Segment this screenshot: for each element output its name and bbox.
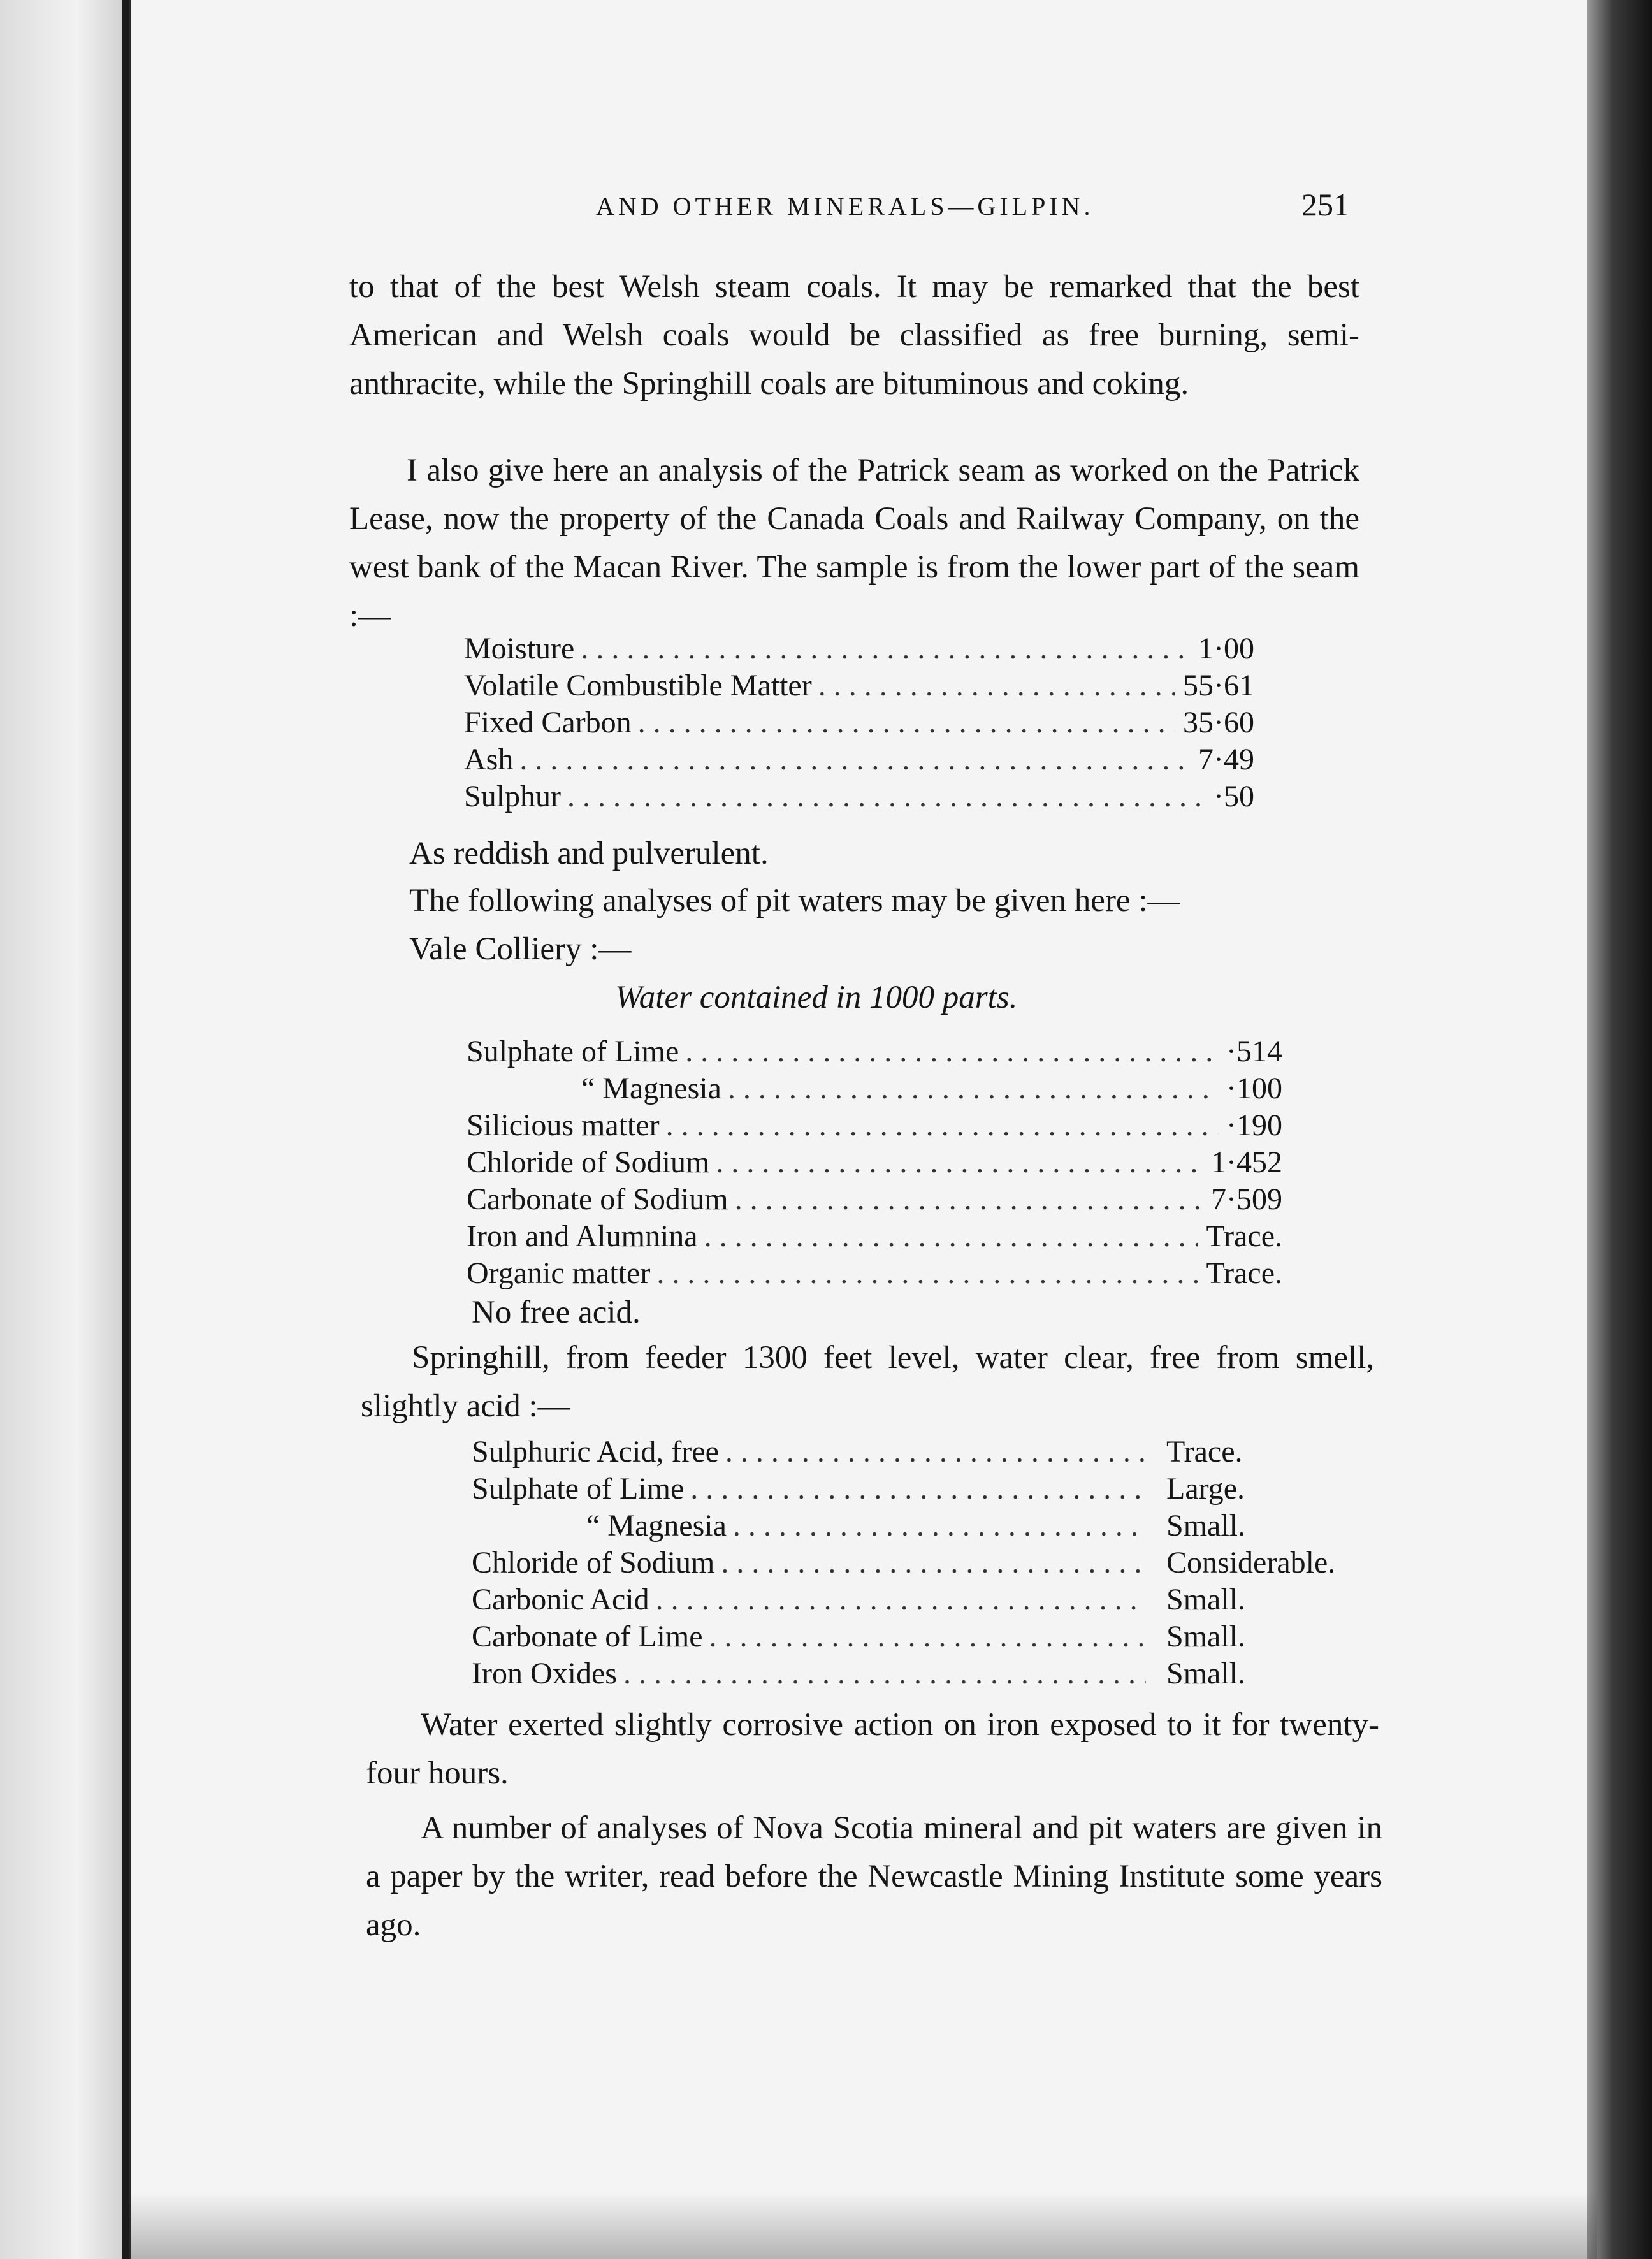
analysis-row <box>472 1582 1377 1620</box>
row-value: 55·61 <box>1183 669 1254 702</box>
analysis-row <box>472 1471 1377 1509</box>
paragraph-welsh-coals: to that of the best Welsh steam coals. It may be remarked that the best American and Welsh coals would be classified as free burning, semi-anthracite, while the Springhill coals are bituminous and coking. <box>349 269 1359 402</box>
row-value: 1·00 <box>1198 632 1254 665</box>
analysis-row <box>464 705 1254 743</box>
row-value: Small. <box>1166 1657 1246 1690</box>
page-number: 251 <box>1301 187 1349 222</box>
row-label: Sulphate of Lime <box>472 1472 685 1506</box>
page-edge-shadow <box>1587 0 1652 2259</box>
row-label: “ Magnesia <box>581 1071 721 1105</box>
analysis-row <box>467 1108 1282 1146</box>
analysis-row <box>467 1145 1282 1183</box>
row-label: Moisture <box>464 632 575 665</box>
closing-paragraph: A number of analyses of Nova Scotia mineral and pit waters are given in a paper by the writer, read before the Newcastle Mining Institute some years ago. <box>366 1810 1382 1943</box>
vale-caption: Water contained in 1000 parts. <box>615 980 1018 1015</box>
analysis-row <box>467 1034 1282 1072</box>
row-value: 1·452 <box>1211 1145 1282 1179</box>
row-label: Silicious matter <box>467 1108 660 1142</box>
row-label: Sulphate of Lime <box>467 1035 679 1068</box>
analysis-row <box>472 1656 1377 1694</box>
row-label: Iron Oxides <box>472 1657 617 1690</box>
row-value: Large. <box>1166 1472 1245 1506</box>
row-value: ·514 <box>1226 1035 1282 1068</box>
row-label: Sulphur <box>464 780 562 813</box>
analysis-row <box>472 1545 1377 1583</box>
analysis-row <box>464 779 1254 817</box>
analysis-row <box>472 1619 1377 1657</box>
row-value: Trace. <box>1166 1435 1243 1469</box>
row-value: Small. <box>1166 1583 1246 1616</box>
row-label: Carbonate of Lime <box>472 1620 703 1653</box>
row-label: Carbonate of Sodium <box>467 1182 728 1216</box>
row-value: ·190 <box>1226 1108 1282 1142</box>
row-value: Small. <box>1166 1620 1246 1653</box>
row-value: Trace. <box>1206 1219 1282 1253</box>
row-value: 35·60 <box>1183 706 1254 739</box>
row-value: ·100 <box>1226 1071 1282 1105</box>
analysis-row <box>464 631 1254 669</box>
analysis-row <box>467 1182 1282 1220</box>
springhill-intro: Springhill, from feeder 1300 feet level, water clear, free from smell, slightly acid :— <box>361 1340 1374 1424</box>
row-label: Fixed Carbon <box>464 706 632 739</box>
row-label: Ash <box>464 743 514 776</box>
analysis-row <box>467 1219 1282 1257</box>
row-label: Chloride of Sodium <box>467 1145 710 1179</box>
analysis-row <box>464 742 1254 780</box>
row-value: 7·509 <box>1211 1182 1282 1216</box>
vale-colliery-heading: Vale Colliery :— <box>409 931 632 967</box>
analysis-row <box>472 1508 1377 1546</box>
row-label: Organic matter <box>467 1256 651 1290</box>
page-bottom-shadow <box>131 2193 1597 2259</box>
ash-note: As reddish and pulverulent. <box>409 836 769 871</box>
no-free-acid-note: No free acid. <box>472 1295 641 1330</box>
row-label: Carbonic Acid <box>472 1583 649 1616</box>
row-label: Chloride of Sodium <box>472 1546 715 1580</box>
analysis-row <box>472 1434 1377 1472</box>
paragraph-patrick-seam: I also give here an analysis of the Patrick seam as worked on the Patrick Lease, now the property of the Canada Coals and Railway Company, on the west bank of the Macan River. The sample is from the lower part of the seam :— <box>349 453 1359 634</box>
row-value: Trace. <box>1206 1256 1282 1290</box>
facing-page-edge <box>0 0 127 2259</box>
row-label: “ Magnesia <box>586 1509 727 1543</box>
row-value: 7·49 <box>1198 743 1254 776</box>
analysis-row <box>467 1071 1282 1109</box>
corrosion-note: Water exerted slightly corrosive action on iron exposed to it for twenty-four hours. <box>366 1707 1379 1791</box>
analysis-row <box>464 668 1254 706</box>
row-value: ·50 <box>1214 780 1254 813</box>
row-label: Volatile Combustible Matter <box>464 669 812 702</box>
running-head: AND OTHER MINERALS—GILPIN. <box>596 192 1094 221</box>
row-value: Small. <box>1166 1509 1246 1543</box>
row-label: Iron and Alumnina <box>467 1219 698 1253</box>
row-label: Sulphuric Acid, free <box>472 1435 719 1469</box>
analysis-row <box>467 1256 1282 1294</box>
row-value: Considerable. <box>1166 1546 1336 1580</box>
pit-waters-intro: The following analyses of pit waters may be given here :— <box>409 883 1180 919</box>
